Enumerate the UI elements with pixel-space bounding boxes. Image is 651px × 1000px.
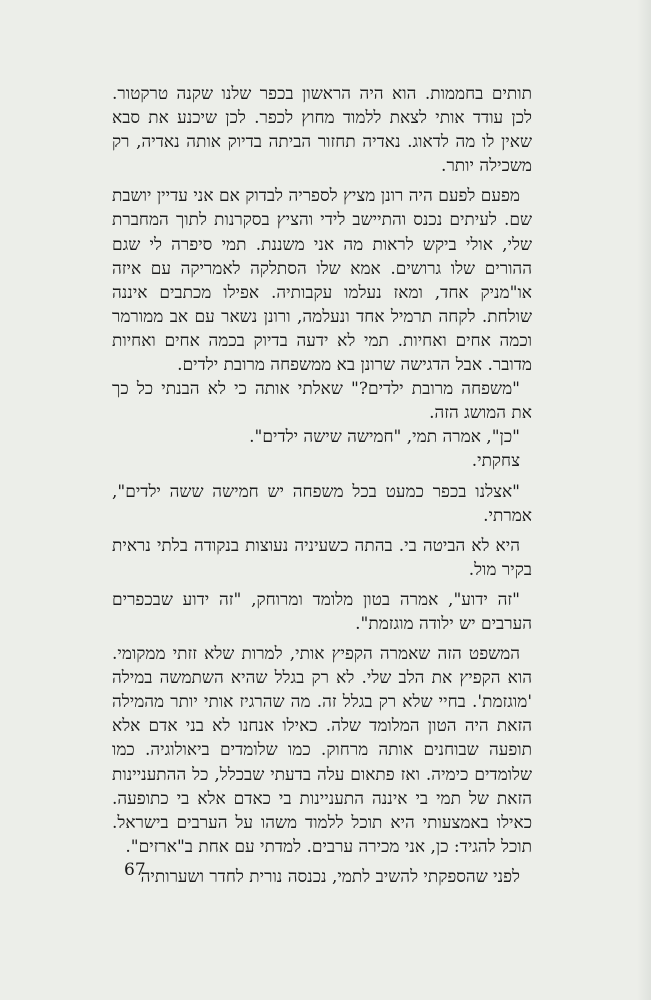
paragraph-4: "כן", אמרה תמי, "חמישה שישה ילדים". [249, 427, 520, 448]
page-number: 67 [124, 860, 146, 880]
paragraph-2: מפעם לפעם היה רונן מציץ לספריה לבדוק אם אני עדיין יושבת שם. לעיתים נכנס והתיישב לידי והציץ בסקרנות לתוך המחברת שלי, אולי ביקש לראות מה אני משננת. תמי סיפרה לי שגם ההורים שלו גרושים. אמא שלו הסתלקה לאמריקה עם איזה או"מניק אחד, ומאז נעלמו עקבותיה. אפילו מכתבים איננה שולחת. לקחה תרמיל אחד ונעלמה, ורונן נשאר עם אב ממורמר וכמה אחים ואחיות. תמי לא ידעה בדיוק בכמה אחים ואחיות מדובר. אבל הדגישה שרונן בא ממשפחה מרובת ילדים. [112, 186, 532, 376]
paragraph-3: "משפחה מרובת ילדים?" שאלתי אותה כי לא הבנתי כל כך את המושג הזה. [112, 379, 532, 424]
paragraph-8: "זה ידוע", אמרה בטון מלומד ומרוחק, "זה ידוע שבכפרים הערבים יש ילודה מוגזמת". [112, 589, 532, 634]
page-edge-shadow [637, 0, 651, 1000]
paragraph-10: לפני שהספקתי להשיב לתמי, נכנסה נורית לחדר ושערותיה [140, 866, 520, 887]
paragraph-6: "אצלנו בכפר כמעט בכל משפחה יש חמישה ששה ילדים", אמרתי. [112, 481, 532, 526]
paragraph-5: צחקתי. [471, 451, 520, 472]
body-text [112, 82, 532, 889]
paragraph-9: המשפט הזה שאמרה הקפיץ אותי, למרות שלא זזתי ממקומי. הוא הקפיץ את הלב שלי. לא רק בגלל שהיא השתמשה במילה 'מוגזמת'. בחיי שלא רק בגלל זה. מה שהרגיז אותי יותר מהמילה הזאת היה הטון המלומד שלה. כאילו אנחנו לא בני אדם אלא תופעה שבוחנים אותה מרחוק. כמו שלומדים ביאולוגיה. כמו שלומדים כימיה. ואז פתאום עלה בדעתי שבכלל, כל ההתעניינות הזאת של תמי בי איננה התעניינות בי כאדם אלא בי כתופעה. כאילו באמצעותי היא תוכל ללמוד משהו על הערבים בישראל. תוכל להגיד: כן, אני מכירה ערבים. למדתי עם אחת ב"ארזים". [112, 644, 532, 857]
paragraph-7: היא לא הביטה בי. בהתה כשעיניה נעוצות בנקודה בלתי נראית בקיר מול. [112, 535, 532, 580]
paragraph-1: תותים בחממות. הוא היה הראשון בכפר שלנו שקנה טרקטור. לכן עודד אותי לצאת ללמוד מחוץ לכפר. לכן שיכנע את סבא שאין לו מה לדאוג. נאדיה תחזור הביתה בדיוק אותה נאדיה, רק משכילה יותר. [112, 84, 532, 177]
